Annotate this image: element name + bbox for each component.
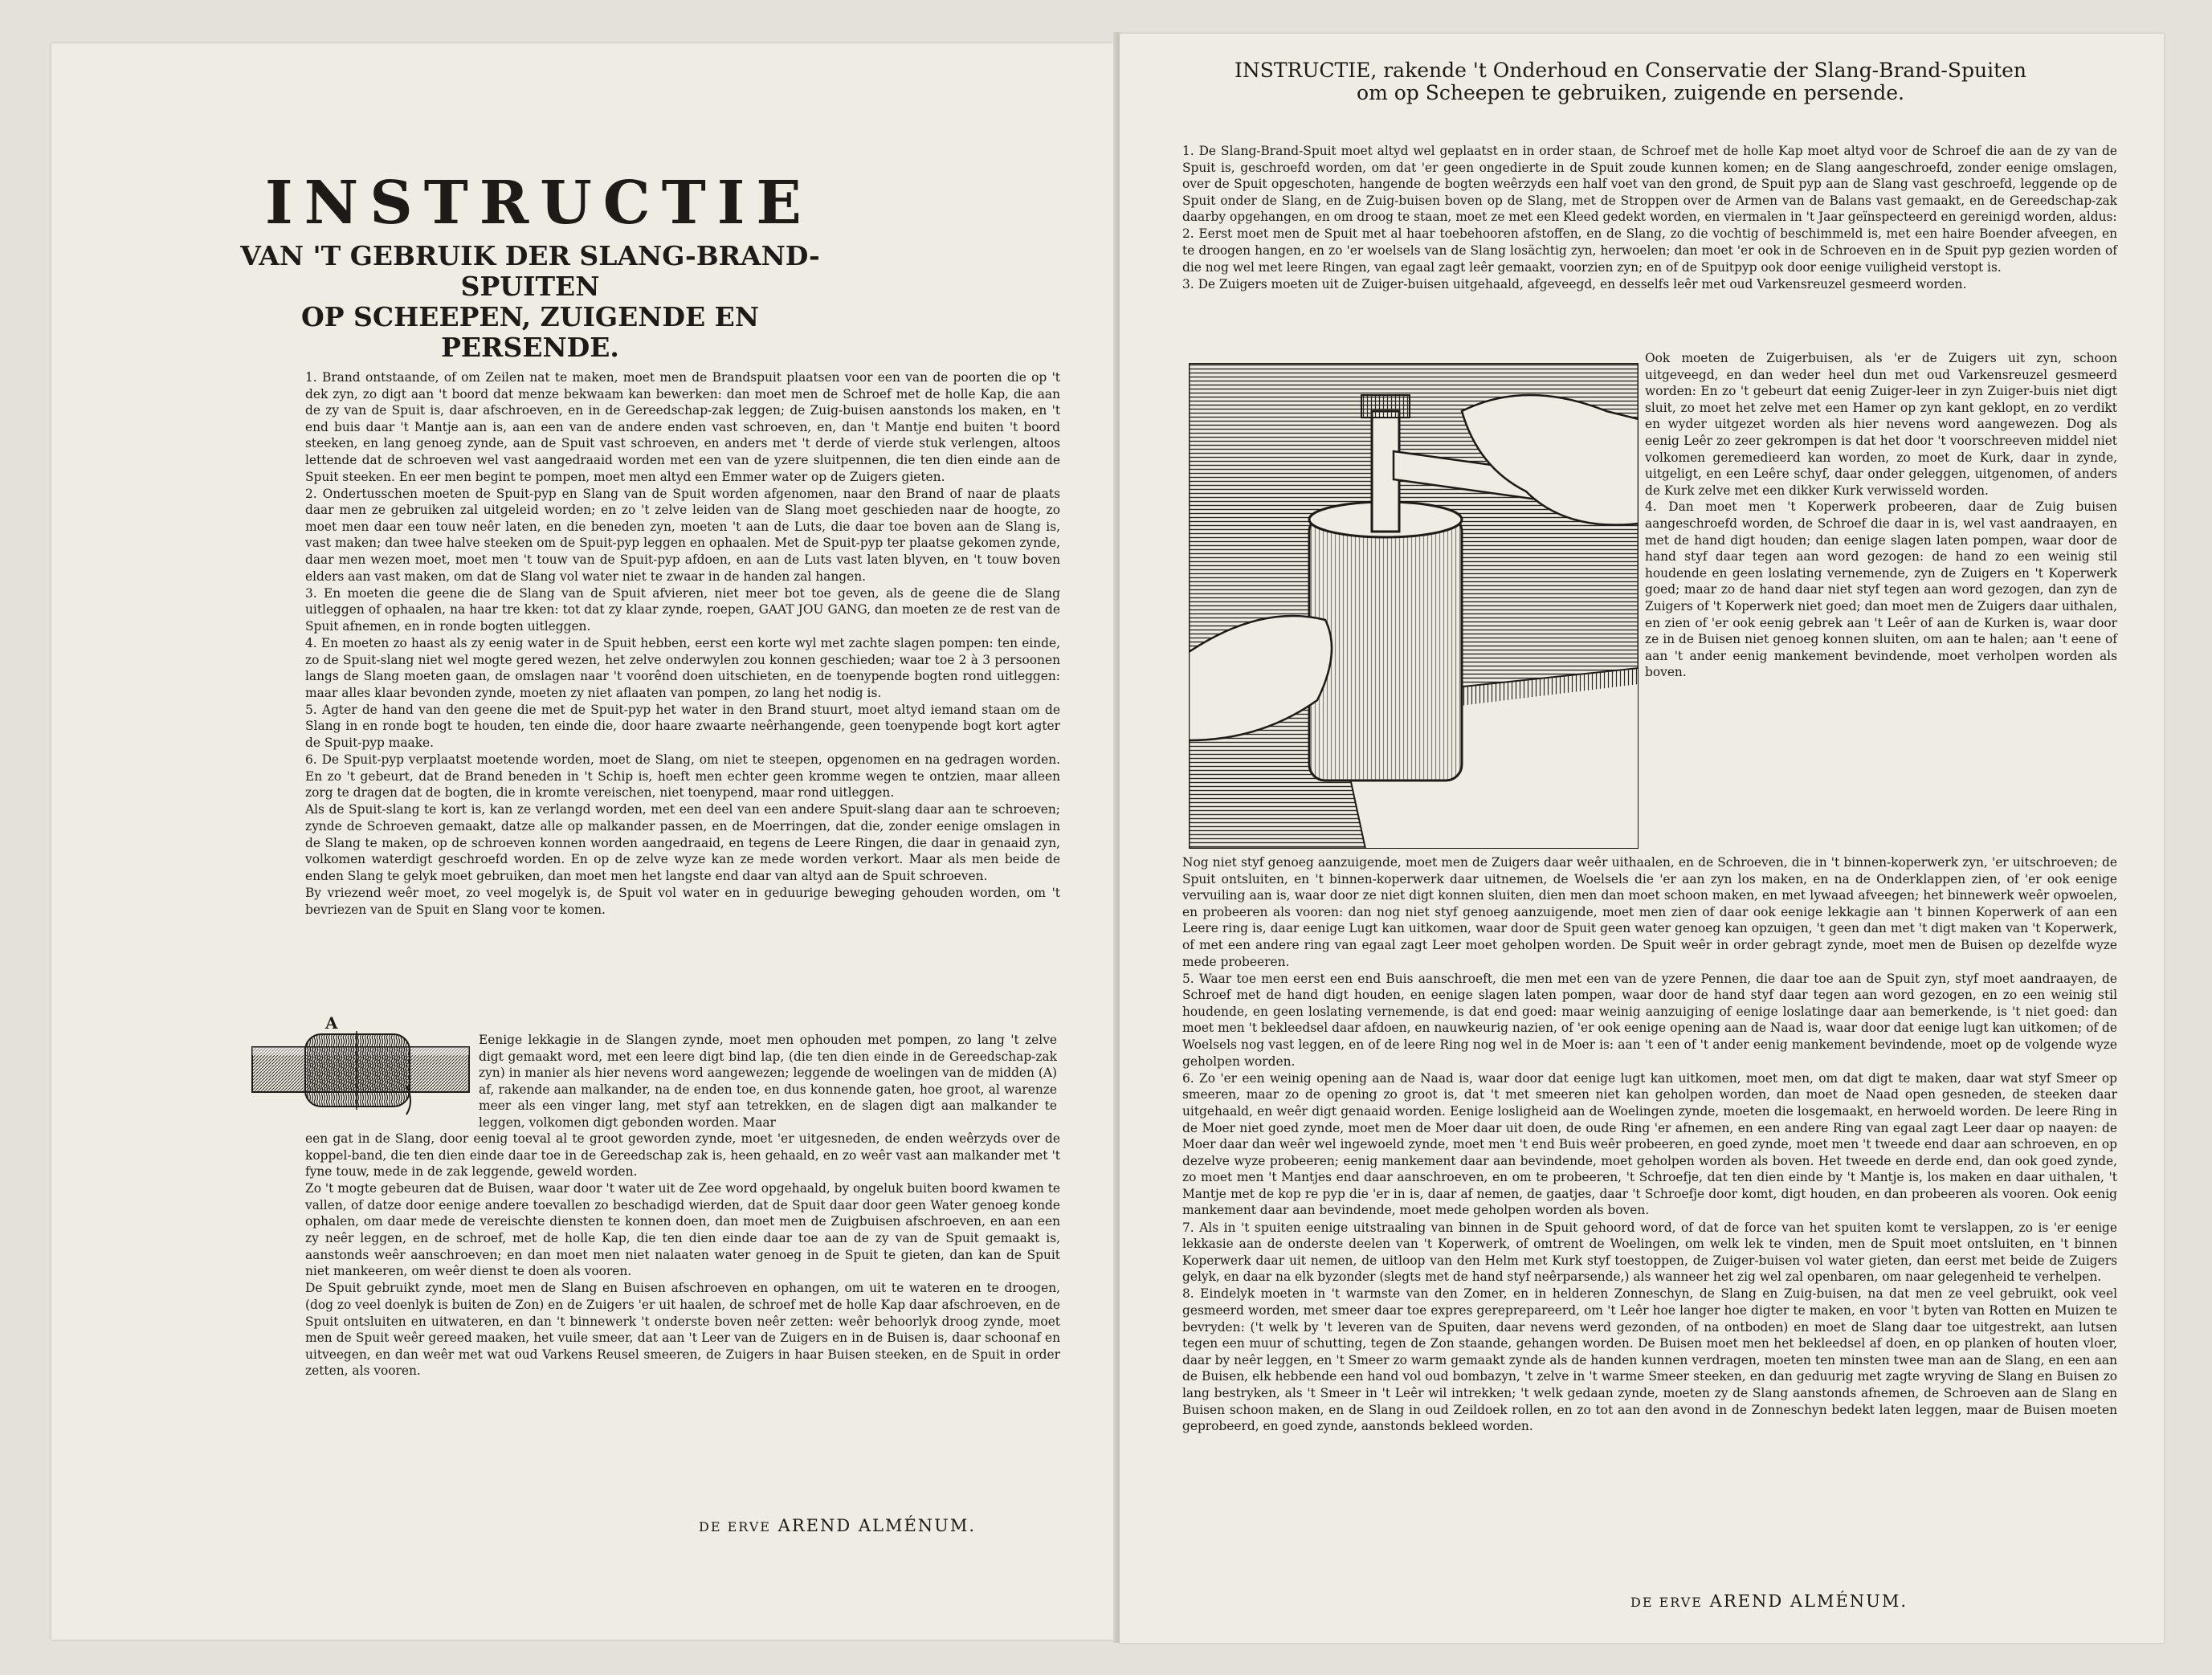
subtitle xyxy=(225,241,835,363)
left-signature-name: AREND ALMÉNUM. xyxy=(777,1516,977,1535)
left-body-text xyxy=(305,369,1060,919)
right-signature-prefix: DE ERVE xyxy=(1630,1595,1703,1610)
left-body-text-2 xyxy=(305,1131,1060,1380)
right-paragraph-bottom-1: Nog niet styf genoeg aanzuigende, moet men de Zuigers daar weêr uithaalen, en de Schroeven, die in 't binnen-koperwerk zyn, 'er uitschroeven; de Spuit ontsluiten, en 't binnen-koperwerk daar uitnemen, de Woelsels die 'er aan zyn los maken, en na de Onderklappen zien, of 'er ook eenige vervuiling aan is, waar door ze niet digt konnen sluiten, dien men dan moet schoon maken, en met lywaad afveegen; het binnewerk weêr opwoelen, en probeeren als vooren: dan nog niet styf genoeg aanzuigende, moet men zien of daar ook eenige lekkagie aan 't binnen Koperwerk of aan een Leere ring is, daar eenige Lugt kan uitkomen, waar door de Spuit geen water genoeg kan opzuigen, 't geen dan met 't digt maken van 't Koperwerk, of met een andere ring van egaal zagt Leer moet geholpen worden. De Spuit weêr in order gebragt zynde, moet men de Buisen op dezelfde wyze mede probeeren. xyxy=(1182,855,2117,969)
figure-label-a: A xyxy=(325,1013,338,1033)
paragraph-2: 2. Ondertusschen moeten de Spuit-pyp en Slang van de Spuit worden afgenomen, naar den Brand of naar de plaats daar men ze gebruiken zal uitgeleid worden; en zo 't zelve leiden van de Slang moet geschieden naar de hoogte, zo moet men daar een touw neêr laten, en die beneden zyn, moeten 't aan de Luts, die daar toe boven aan de Slang is, vast maken; dan twee halve steeken om de Spuit-pyp leggen en ophaalen. Met de Spuit-pyp ter plaatse gekomen zynde, daar men wezen moet, moet men 't touw van de Spuit-pyp afdoen, en aan de Luts vast laten blyven, en 't touw boven elders aan vast maken, om dat de Slang vol water niet te zwaar in de handen zal hangen. xyxy=(305,486,1060,584)
right-paragraph-bottom-7: 7. Als in 't spuiten eenige uitstraaling van binnen in de Spuit gehoord word, of dat de force van het spuiten komt te verslappen, zo is 'er eenige lekkasie aan de onderste deelen van 't Koperwerk, of omtrent de Woelingen, om welk lek te vinden, men de Spuit moet ontsluiten, en 't binnen Koperwerk daar uit nemen, de uitloop van den Helm met Kurk styf toestoppen, de Zuiger-buisen vol water gieten, dan eerst met beide de Zuigers gelyk, en daar na elk byzonder (slegts met de hand styf neêrparsende,) als wanneer het zig wel zal openbaren, om naar gelegenheid te verhelpen. xyxy=(1182,1220,2117,1285)
hose-binding-illustration xyxy=(249,1013,471,1116)
right-signature xyxy=(1630,1591,1908,1611)
plate-side-paragraph-2: 4. Dan moet men 't Koperwerk probeeren, daar de Zuig buisen aangeschroefd worden, de Schroef die daar in is, wel vast aandraayen, en met de hand digt houden; dan eenige slagen laten pompen, waar door de hand styf daar tegen aan word gezogen: de hand zo een weinig stil houdende en geen loslating vernemende, zyn de Zuigers en 't Koperwerk goed; maar zo de hand daar niet styf tegen aan word gezogen, dan zyn de Zuigers of 't Koperwerk niet goed; dan moet men de Zuigers daar uithalen, en zien of 'er ook eenig gebrek aan 't Leêr of aan de Kurken is, waar door ze in de Buisen niet genoeg konnen sluiten, om aan te halen; aan 't eene of aan 't ander eenig mankement bevindende, moet verholpen worden als boven. xyxy=(1645,499,2117,680)
right-paragraph-3: 3. De Zuigers moeten uit de Zuiger-buisen uitgehaald, afgeveegd, en desselfs leêr met oud Varkensreuzel gesmeerd worden. xyxy=(1182,276,1967,291)
paragraph-6: 6. De Spuit-pyp verplaatst moetende worden, moet de Slang, om niet te steepen, opgenomen en na gedragen worden. En zo 't gebeurt, dat de Brand beneden in 't Schip is, hoeft men echter geen kromme wegen te ontzien, maar alleen zorg te dragen dat de bogten, die in kromte vereischen, niet toenypend, maar rond uitleggen. xyxy=(305,752,1060,801)
right-signature-name: AREND ALMÉNUM. xyxy=(1709,1591,1908,1611)
right-title xyxy=(1141,59,2120,104)
paragraph-freezing: By vriezend weêr moet, zo veel mogelyk is, de Spuit vol water en in geduurige beweging gehouden worden, om 't bevriezen van de Spuit en Slang voor te komen. xyxy=(305,885,1060,917)
paragraph-lost-tubes: Zo 't mogte gebeuren dat de Buisen, waar door 't water uit de Zee word opgehaald, by ongeluk buiten boord kwamen te vallen, of datze door eenige andere toevallen zo beschadigd wierden, dat de Spuit daar door geen Water genoeg konde ophalen, om daar mede de vereischte diensten te konnen doen, dan moet men de Zuigbuisen afschroeven, en aan een zy neêr leggen, en de schroef, met de holle Kap, die ten dien einde daar toe aan de zy van de Spuit gemaakt is, aanstonds weêr aanschroeven; en dan moet men niet nalaaten water genoeg in de Spuit te gieten, dan kan de Spuit niet mankeeren, om weêr dienst te doen als vooren. xyxy=(305,1181,1060,1279)
right-title-line-2: om op Scheepen te gebruiken, zuigende en persende. xyxy=(1357,81,1904,104)
paragraph-cut-hose: een gat in de Slang, door eenig toeval al te groot geworden zynde, moet 'er uitgesneden, de enden weêrzyds over de koppel-band, die ten dien einde daar toe in de Gereedschap zak is, heen gehaald, en zo weêr vast aan malkander met 't fyne touw, mede in de zak leggende, geweld worden. xyxy=(305,1131,1060,1180)
right-body-text-bottom xyxy=(1182,854,2117,1435)
subtitle-line-1: VAN 'T GEBRUIK DER SLANG-BRAND-SPUITEN xyxy=(240,240,820,302)
engraving-hammer-piston-plate xyxy=(1189,363,1639,849)
right-plate-side-text xyxy=(1645,350,2117,681)
hose-repair-text: Eenige lekkagie in de Slangen zynde, moet men ophouden met pompen, zo lang 't zelve digt gemaakt word, met een leere digt bind lap, (die ten dien einde in de Gereedschap-zak zyn) in manier als hier nevens word aangewezen; leggende de woelingen van de midden (A) af, rakende aan malkander, na de enden toe, en dus konnende gaten, hoe groot, al warenze meer als een vinger lang, met styf aan tetrekken, en de slagen digt aan malkander te leggen, volkomen digt gebonden worden. Maar xyxy=(479,1033,1057,1130)
right-paragraph-2: 2. Eerst moet men de Spuit met al haar toebehooren afstoffen, en de Slang, zo die vochtig of beschimmeld is, met een haire Boender afveegen, en te droogen hangen, en zo 'er woelsels van de Slang losächtig zyn, herwoelen; dan moet 'er ook in de Schroeven en in de Spuit pyp gezien worden of die nog wel met leere Ringen, van egaal zagt leêr gemaakt, voorzien zyn; en of de Spuitpyp ook door eenige vuiligheid verstopt is. xyxy=(1182,226,2117,275)
plate-side-paragraph-1: Ook moeten de Zuigerbuisen, als 'er de Zuigers uit zyn, schoon uitgeveegd, en dan weder heel dun met oud Varkensreuzel gesmeerd worden: En zo 't gebeurt dat eenig Zuiger-leer in zyn Zuiger-buis niet digt sluit, zo moet het zelve met een Hamer op zyn kant geklopt, en zo verdikt en wyder uitgezet worden als hier nevens word aangewezen. Dog als eenig Leêr zo zeer gekrompen is dat het door 't voorschreeven middel niet volkomen geremedieerd kan worden, zo moet de Kurk, daar in zynde, uitgeligt, en een Leêre schyf, daar onder geleggen, uitgenomen, of anders de Kurk zelve met een dikker Kurk verwisseld worden. xyxy=(1645,351,2117,498)
right-title-line-1: INSTRUCTIE, rakende 't Onderhoud en Conservatie der Slang-Brand-Spuiten xyxy=(1234,59,2027,82)
left-signature xyxy=(699,1516,976,1535)
main-title: INSTRUCTIE xyxy=(265,169,813,238)
paragraph-after-use: De Spuit gebruikt zynde, moet men de Slang en Buisen afschroeven en ophangen, om uit te wateren en te droogen, (dog zo veel doenlyk is buiten de Zon) en de Zuigers 'er uit haalen, de schroef met de holle Kap daar afschroeven, en de Spuit ontsluiten en uitwateren, en dan 't binnewerk 't onderste boven neêr zetten: weêr behoorlyk droog zynde, moet men de Spuit weêr gereed maaken, het vuile smeer, dat aan 't Leer van de Zuigers en in de Buisen is, daar schoonaf en uitveegen, en dan weêr met wat oud Varkens Reusel smeeren, de Zuigers in haar Buisen steeken, en de Spuit in order zetten, als vooren. xyxy=(305,1281,1060,1379)
paragraph-3: 3. En moeten die geene die de Slang van de Spuit afvieren, niet meer bot toe geven, als de geene die de Slang uitleggen of ophaalen, na haar tre kken: tot dat zy klaar zynde, roepen, GAAT JOU GANG, dan moeten ze de rest van de Spuit afnemen, en in ronde bogten uitleggen. xyxy=(305,585,1060,634)
right-paragraph-bottom-5: 5. Waar toe men eerst een end Buis aanschroeft, die men met een van de yzere Pennen, die daar toe aan de Spuit zyn, styf moet aandraayen, de Schroef met de hand digt houden, en eenige slagen laten pompen, waar door de hand styf daar tegen aan word gezogen, en zo een weinig stil houdende, en geen loslating vernemende, is dat end goed: maar weinig aanzuiging of eenige loslatinge daar aan bemerkende, is 't niet goed: dan moet men 't bekleedsel daar afdoen, en nauwkeurig nazien, of 'er ook eenige opening aan de Naad is, waar door dat eenige lugt kan uitkomen; of de Woelsels nog vast leggen, en of de leere Ring nog wel in de Moer is: aan 't een of 't ander eenig mankement bevindende, moet op de volgende wyze geholpen worden. xyxy=(1182,971,2117,1069)
right-body-text-top xyxy=(1182,143,2117,293)
subtitle-line-2: OP SCHEEPEN, ZUIGENDE EN PERSENDE. xyxy=(300,301,759,363)
paragraph-4: 4. En moeten zo haast als zy eenig water in de Spuit hebben, eerst een korte wyl met zachte slagen pompen: ten einde, zo de Spuit-slang niet wel mogte gered wezen, het zelve onderwylen zou konnen geschieden; waar toe 2 à 3 persoonen langs de Slang moeten gaan, de omslagen naar 't voorênd doen uitschieten, en de toenypende bogten rond uitleggen: maar alles klaar bevonden zynde, moeten zy niet aflaaten van pompen, zo lang het nodig is. xyxy=(305,636,1060,700)
paragraph-lengthen-hose: Als de Spuit-slang te kort is, kan ze verlangd worden, met een deel van een andere Spuit-slang daar aan te schroeven; zynde de Schroeven gemaakt, datze alle op malkander passen, en de Moerringen, dat die, zonder eenige omslagen in de Slang te maken, op de schroeven konnen worden aangedraaid, en tegens de Leere Ringen, die daar in genaaid zyn, volkomen waterdigt geschroefd worden. En op de zelve wyze kan ze mede worden verkort. Maar als men beide de enden Slang te gelyk moet gebruiken, dan moet men het langste end daar van altyd aan de Spuit schroeven. xyxy=(305,802,1060,883)
right-paragraph-bottom-6: 6. Zo 'er een weinig opening aan de Naad is, waar door dat eenige lugt kan uitkomen, moet men, om dat digt te maken, daar wat styf Smeer op smeeren, maar zo de opening zo groot is, dat 't met smeeren niet kan geholpen worden, dan moet de Naad open gesneden, de steeken daar uitgehaald, en weêr digt genaaid worden. Eenige losligheid aan de Woelingen zynde, moeten die losgemaakt, en herwoeld worden. De leere Ring in de Moer niet goed zynde, moet men de Moer daar uit doen, de oude Ring 'er afnemen, en een andere Ring van egaal zagt Leer daar op naayen: de Moer daar dan weêr wel ingewoeld zynde, moet men 't end Buis weêr probeeren, en goed zynde, moet men 't tweede end daar aan schroeven, en op dezelve wyze probeeren; eenig mankement daar aan bevindende, moet geholpen worden als boven. Het tweede en derde end, dan ook goed zynde, zo moet men 't Mantjes end daar aanschroeven, en om te probeeren, 't Schroefje, dat ten dien einde by 't Mantje is, los maken en daar uithalen, 't Mantje met de kop re pyp die 'er in is, daar af nemen, de gaatjes, daar 't Schroefje door komt, digt houden, en dan probeeren als vooren. Ook eenig mankement daar aan bevindende, moet mede geholpen worden als boven. xyxy=(1182,1070,2117,1218)
paragraph-5: 5. Agter de hand van den geene die met de Spuit-pyp het water in den Brand stuurt, moet altyd iemand staan om de Slang in en ronde bogt te houden, ten einde die, door haare zwaarte neêrhangende, geen toenypende bogt kort agter de Spuit-pyp maake. xyxy=(305,702,1060,751)
right-paragraph-bottom-8: 8. Eindelyk moeten in 't warmste van den Zomer, en in helderen Zonneschyn, de Slang en Zuig-buisen, na dat men ze veel gebruikt, ook veel gesmeerd worden, met smeer daar toe expres gereprepareerd, om 't Leêr hoe langer hoe digter te maken, en voor 't byten van Rotten en Muizen te bevryden: ('t welk by 't leveren van de Spuiten, daar nevens werd gezonden, of na ontboden) en moet de Slang daar toe uitgestrekt, aan lutsen tegen een muur of schutting, tegen de Zon staande, gehangen worden. De Buisen moet men het bekleedsel af doen, en op planken of houten vloer, daar by neêr leggen, en 't Smeer zo warm gemaakt zynde als de handen kunnen verdragen, moeten ten minsten twee man aan de Slang, en een aan de Buisen, elk hebbende een hand vol oud bombazyn, 't zelve in 't warme Smeer steeken, en dan geduurig met zagte wryving de Slang en Buisen zo lang bestryken, als 't Smeer in 't Leêr wil intrekken; 't welk gedaan zynde, moeten zy de Slang aanstonds afnemen, de Schroeven aan de Slang en Buisen schoon maken, en de Slang in oud Zeildoek rollen, en zo tot aan den avond in de Zonneschyn bedekt laten leggen, maar de Buisen moeten geprobeerd, en goed zynde, aanstonds bekleed worden. xyxy=(1182,1286,2117,1434)
paragraph-1: 1. Brand ontstaande, of om Zeilen nat te maken, moet men de Brandspuit plaatsen voor een van de poorten die op 't dek zyn, zo digt aan 't boord dat menze bekwaam kan bewerken: dan moet men de Schroef met de holle Kap, die aan de zy van de Spuit is, daar afschroeven, en in de Gereedschap-zak leggen; de Zuig-buisen aanstonds los maken, en 't end buis daar 't Mantje aan is, aan een van de andere enden vast schroeven, en, dan 't Mantje end buiten 't boord steeken, en lang genoeg zynde, aan de Spuit vast schroeven, en anders met 't derde of vierde stuk verlengen, altoos lettende dat de schroeven wel vast aangedraaid worden met een van de yzere sluitpennen, die ten dien einde aan de Spuit steeken. En eer men begint te pompen, moet men altyd een Emmer water op de Zuigers gieten. xyxy=(305,370,1060,484)
right-paragraph-1: 1. De Slang-Brand-Spuit moet altyd wel geplaatst en in order staan, de Schroef met de holle Kap moet altyd voor de Schroef die aan de zy van de Spuit is, geschroefd worden, om dat 'er geen ongedierte in de Spuit zoude kunnen komen; en de Slang aangeschroefd, zonder eenige omslagen, over de Spuit opgeschoten, hangende de bogten weêrzyds een half voet van den grond, de Spuit pyp aan de Slang vast geschroefd, leggende op de Spuit onder de Slang, en de Zuig-buisen boven op de Slang, met de Stroppen over de Armen van de Balans vast gemaakt, en de Gereedschap-zak daarby opgehangen, en om droog te staan, moet ze met een Kleed gedekt worden, en viermalen in 't Jaar geïnspecteerd en gereinigd worden, aldus: xyxy=(1182,144,2117,225)
left-signature-prefix: DE ERVE xyxy=(699,1519,771,1534)
